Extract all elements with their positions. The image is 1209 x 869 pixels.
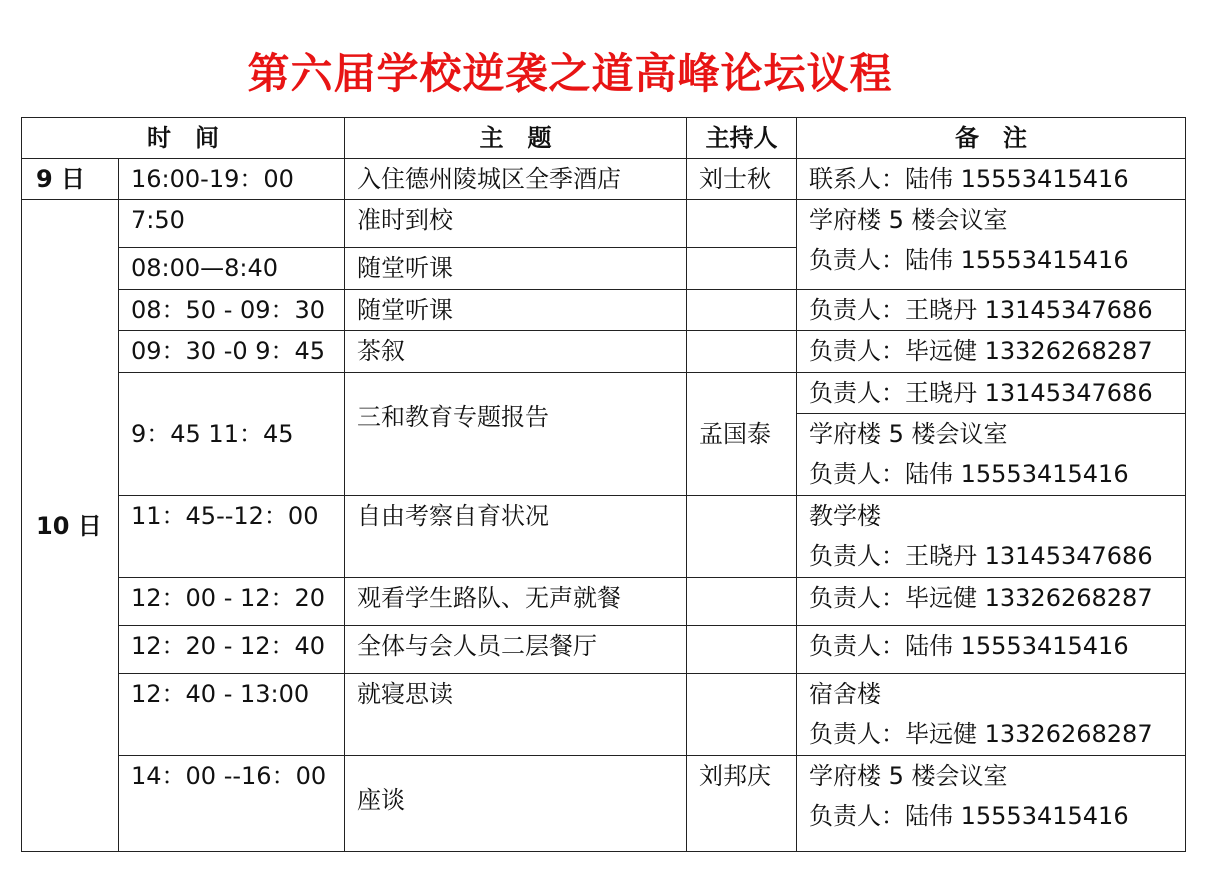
note-cell [797,674,1186,756]
table-row [22,331,1186,373]
host-cell [687,248,797,290]
note-cell: 负责人：陆伟 15553415416 [797,626,1186,674]
host-cell [687,496,797,578]
table-row [22,373,1186,414]
table-row [22,578,1186,626]
topic-cell: 随堂听课 [345,290,687,331]
time-cell: 7:50 [119,200,345,248]
host-cell: 刘士秋 [687,159,797,200]
note-line: 负责人：陆伟 15553415416 [809,802,1129,830]
topic-cell: 座谈 [345,756,687,852]
note-cell [797,200,1186,290]
host-cell [687,626,797,674]
topic-cell: 三和教育专题报告 [345,373,687,496]
time-cell: 12：40 - 13:00 [119,674,345,756]
note-line: 负责人：陆伟 15553415416 [809,460,1129,488]
table-row [22,496,1186,578]
host-cell [687,578,797,626]
note-line: 教学楼 [809,502,881,530]
note-line: 负责人：毕远健 13326268287 [809,720,1153,748]
note-cell [797,414,1186,496]
host-cell [687,200,797,248]
topic-cell: 随堂听课 [345,248,687,290]
host-cell [687,290,797,331]
page-title: 第六届学校逆袭之道高峰论坛议程 [247,49,893,98]
note-cell: 负责人：王晓丹 13145347686 [797,290,1186,331]
table-row [22,756,1186,852]
host-cell: 孟国泰 [687,373,797,496]
time-cell: 16:00-19：00 [119,159,345,200]
day-label: 10 日 [22,200,119,852]
time-cell: 08:00—8:40 [119,248,345,290]
topic-cell: 全体与会人员二层餐厅 [345,626,687,674]
note-line: 学府楼 5 楼会议室 [809,206,1008,234]
table-row [22,159,1186,200]
time-cell: 11：45--12：00 [119,496,345,578]
time-cell: 14：00 --16：00 [119,756,345,852]
note-cell: 负责人：毕远健 13326268287 [797,331,1186,373]
note-line: 学府楼 5 楼会议室 [809,420,1008,448]
topic-cell: 自由考察自育状况 [345,496,687,578]
table-row [22,290,1186,331]
note-line: 宿舍楼 [809,680,881,708]
table-row [22,674,1186,756]
note-line: 负责人：陆伟 15553415416 [809,246,1129,274]
agenda-table [21,117,1186,852]
header-host: 主持人 [687,118,797,159]
note-cell: 负责人：王晓丹 13145347686 [797,373,1186,414]
host-cell [687,331,797,373]
note-cell [797,496,1186,578]
time-cell: 08：50 - 09：30 [119,290,345,331]
note-cell [797,756,1186,852]
note-cell: 联系人：陆伟 15553415416 [797,159,1186,200]
topic-cell: 就寝思读 [345,674,687,756]
time-cell: 9：45 11：45 [119,373,345,496]
table-row [22,200,1186,248]
topic-cell: 准时到校 [345,200,687,248]
header-note: 备 注 [797,118,1186,159]
host-cell: 刘邦庆 [687,756,797,852]
host-cell [687,674,797,756]
note-cell: 负责人：毕远健 13326268287 [797,578,1186,626]
table-row [22,626,1186,674]
time-cell: 12：20 - 12：40 [119,626,345,674]
note-line: 学府楼 5 楼会议室 [809,762,1008,790]
day-label: 9 日 [22,159,119,200]
time-cell: 12：00 - 12：20 [119,578,345,626]
header-row [22,118,1186,159]
time-cell: 09：30 -0 9：45 [119,331,345,373]
topic-cell: 观看学生路队、无声就餐 [345,578,687,626]
topic-cell: 入住德州陵城区全季酒店 [345,159,687,200]
note-line: 负责人：王晓丹 13145347686 [809,542,1153,570]
header-topic: 主 题 [345,118,687,159]
header-time: 时 间 [22,118,345,159]
topic-cell: 茶叙 [345,331,687,373]
